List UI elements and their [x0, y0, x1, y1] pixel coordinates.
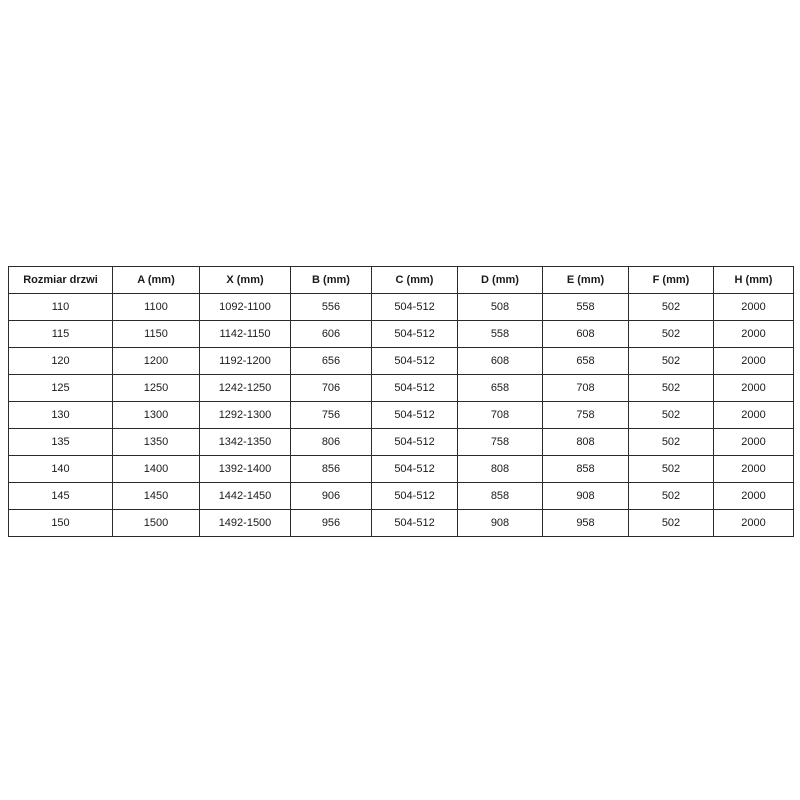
table-cell: 1442-1450 [200, 483, 291, 510]
table-cell: 125 [9, 375, 113, 402]
table-cell: 2000 [714, 348, 794, 375]
table-cell: 808 [543, 429, 629, 456]
table-cell: 756 [291, 402, 372, 429]
table-cell: 502 [629, 483, 714, 510]
table-cell: 706 [291, 375, 372, 402]
table-cell: 120 [9, 348, 113, 375]
table-row [9, 429, 794, 456]
table-cell: 1242-1250 [200, 375, 291, 402]
table-cell: 502 [629, 375, 714, 402]
table-cell: 110 [9, 294, 113, 321]
table-cell: 558 [543, 294, 629, 321]
table-cell: 1250 [113, 375, 200, 402]
table-cell: 140 [9, 456, 113, 483]
table-cell: 135 [9, 429, 113, 456]
table-cell: 504-512 [372, 483, 458, 510]
header-cell: F (mm) [629, 267, 714, 294]
header-cell: X (mm) [200, 267, 291, 294]
table-cell: 606 [291, 321, 372, 348]
table-cell: 1400 [113, 456, 200, 483]
table-cell: 508 [458, 294, 543, 321]
table-cell: 1192-1200 [200, 348, 291, 375]
header-cell: B (mm) [291, 267, 372, 294]
table-cell: 2000 [714, 375, 794, 402]
table-cell: 908 [543, 483, 629, 510]
table-cell: 1300 [113, 402, 200, 429]
table-cell: 608 [458, 348, 543, 375]
table-cell: 130 [9, 402, 113, 429]
table-cell: 1092-1100 [200, 294, 291, 321]
table-cell: 115 [9, 321, 113, 348]
table-row [9, 456, 794, 483]
table-cell: 658 [458, 375, 543, 402]
table-header [9, 267, 794, 294]
table-cell: 608 [543, 321, 629, 348]
table-cell: 758 [458, 429, 543, 456]
table-cell: 1492-1500 [200, 510, 291, 537]
header-cell: Rozmiar drzwi [9, 267, 113, 294]
table-cell: 858 [543, 456, 629, 483]
table-cell: 558 [458, 321, 543, 348]
table-cell: 1450 [113, 483, 200, 510]
table-cell: 2000 [714, 402, 794, 429]
header-cell: A (mm) [113, 267, 200, 294]
table-cell: 758 [543, 402, 629, 429]
table-header-row [9, 267, 794, 294]
table-row [9, 483, 794, 510]
table-cell: 856 [291, 456, 372, 483]
table-cell: 956 [291, 510, 372, 537]
table-cell: 958 [543, 510, 629, 537]
table-cell: 1500 [113, 510, 200, 537]
table-cell: 2000 [714, 321, 794, 348]
header-cell: C (mm) [372, 267, 458, 294]
table-row [9, 510, 794, 537]
table-cell: 708 [543, 375, 629, 402]
table-cell: 1200 [113, 348, 200, 375]
table-cell: 556 [291, 294, 372, 321]
table-cell: 1150 [113, 321, 200, 348]
table-cell: 1100 [113, 294, 200, 321]
table-row [9, 294, 794, 321]
table-cell: 656 [291, 348, 372, 375]
table-cell: 808 [458, 456, 543, 483]
table-cell: 504-512 [372, 510, 458, 537]
table-cell: 906 [291, 483, 372, 510]
table-cell: 504-512 [372, 321, 458, 348]
table-cell: 658 [543, 348, 629, 375]
header-cell: E (mm) [543, 267, 629, 294]
table-cell: 1392-1400 [200, 456, 291, 483]
table-cell: 504-512 [372, 429, 458, 456]
table-cell: 1342-1350 [200, 429, 291, 456]
table-cell: 2000 [714, 294, 794, 321]
table-cell: 1142-1150 [200, 321, 291, 348]
table-cell: 806 [291, 429, 372, 456]
size-table-container [8, 266, 793, 537]
table-cell: 858 [458, 483, 543, 510]
table-cell: 504-512 [372, 375, 458, 402]
header-cell: H (mm) [714, 267, 794, 294]
table-row [9, 321, 794, 348]
table-cell: 1350 [113, 429, 200, 456]
table-cell: 2000 [714, 483, 794, 510]
table-cell: 150 [9, 510, 113, 537]
table-cell: 1292-1300 [200, 402, 291, 429]
table-cell: 708 [458, 402, 543, 429]
table-cell: 502 [629, 348, 714, 375]
table-cell: 502 [629, 456, 714, 483]
table-cell: 145 [9, 483, 113, 510]
header-cell: D (mm) [458, 267, 543, 294]
table-cell: 504-512 [372, 402, 458, 429]
table-cell: 2000 [714, 510, 794, 537]
table-row [9, 402, 794, 429]
table-cell: 504-512 [372, 456, 458, 483]
table-cell: 2000 [714, 429, 794, 456]
table-cell: 504-512 [372, 294, 458, 321]
table-cell: 502 [629, 321, 714, 348]
table-cell: 502 [629, 510, 714, 537]
table-row [9, 375, 794, 402]
table-cell: 504-512 [372, 348, 458, 375]
table-row [9, 348, 794, 375]
table-body [9, 294, 794, 537]
door-size-dimensions-table [8, 266, 794, 537]
table-cell: 502 [629, 429, 714, 456]
table-cell: 2000 [714, 456, 794, 483]
table-cell: 908 [458, 510, 543, 537]
table-cell: 502 [629, 294, 714, 321]
table-cell: 502 [629, 402, 714, 429]
